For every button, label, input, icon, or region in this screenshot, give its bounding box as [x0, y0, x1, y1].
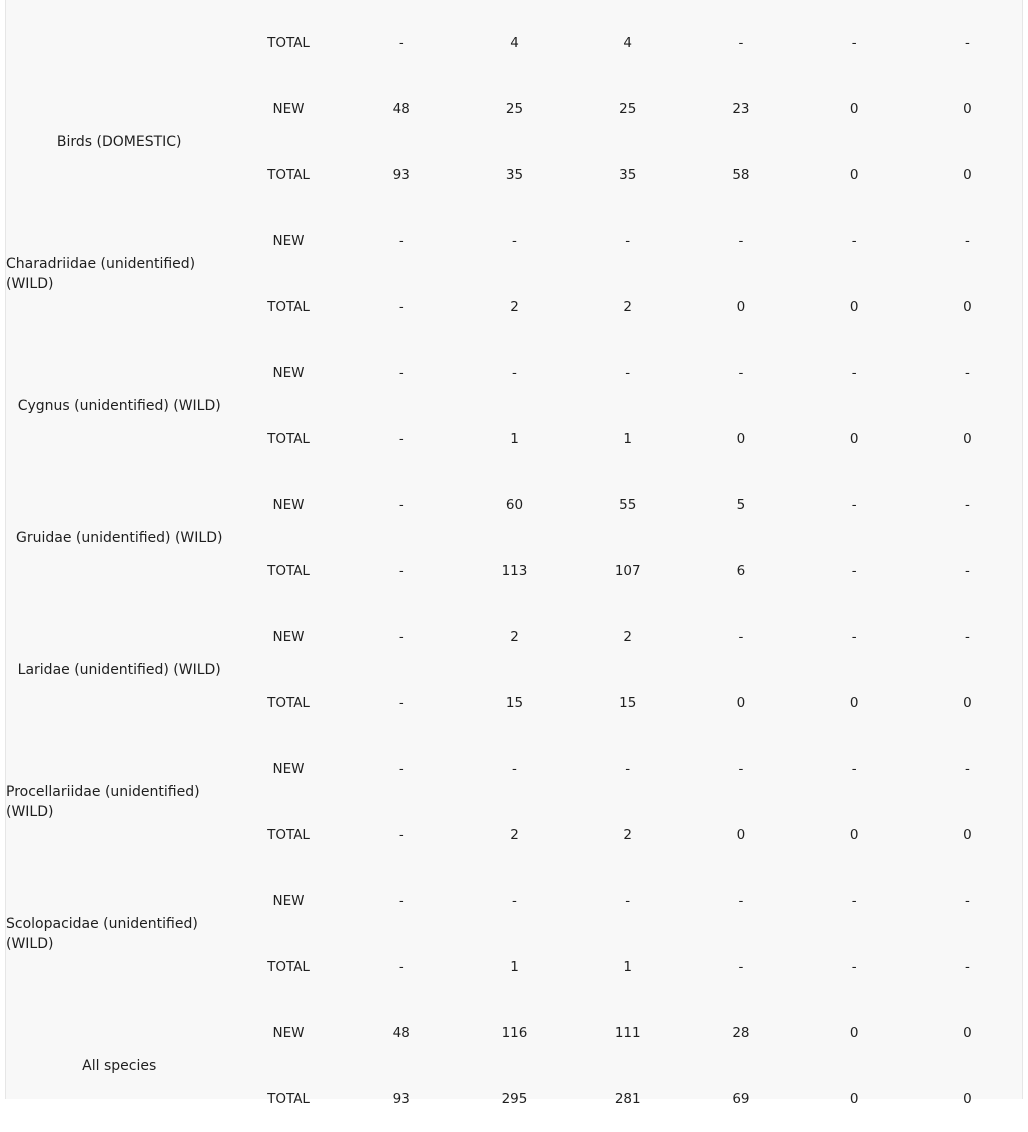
- value-cell: 60: [505, 497, 524, 513]
- row-type-cell: NEW: [272, 893, 305, 909]
- value-cell: -: [625, 233, 631, 249]
- value-cell: 0: [736, 827, 746, 843]
- table-row: [6, 340, 1024, 406]
- value-cell: -: [398, 629, 404, 645]
- value-cell: 4: [623, 35, 632, 51]
- value-cell: -: [398, 365, 404, 381]
- value-cell: 2: [623, 629, 632, 645]
- row-type-cell: NEW: [272, 365, 305, 381]
- value-cell: 0: [849, 167, 859, 183]
- value-cell: -: [738, 233, 744, 249]
- value-cell: 25: [619, 101, 637, 117]
- species-cell: All species: [82, 1058, 157, 1074]
- table-row: [6, 736, 1024, 802]
- value-cell: -: [512, 233, 517, 249]
- value-cell: 0: [963, 1091, 972, 1107]
- value-cell: 0: [963, 431, 972, 447]
- value-cell: -: [851, 233, 857, 249]
- value-cell: -: [738, 365, 744, 381]
- value-cell: -: [398, 695, 404, 711]
- value-cell: -: [964, 761, 970, 777]
- value-cell: -: [512, 893, 517, 909]
- value-cell: 113: [501, 563, 528, 579]
- value-cell: 1: [510, 959, 519, 975]
- outbreak-summary-panel: [5, 0, 1023, 1107]
- row-type-cell: TOTAL: [267, 431, 310, 447]
- table-row: [6, 604, 1024, 670]
- value-cell: 0: [849, 431, 859, 447]
- value-cell: 6: [736, 563, 746, 579]
- value-cell: 28: [732, 1025, 750, 1041]
- value-cell: 5: [736, 497, 746, 513]
- value-cell: [911, 0, 1024, 10]
- value-cell: 0: [963, 695, 972, 711]
- value-cell: 0: [736, 299, 746, 315]
- row-type-cell: TOTAL: [267, 1091, 310, 1107]
- value-cell: -: [398, 761, 404, 777]
- value-cell: 55: [619, 497, 637, 513]
- value-cell: -: [398, 563, 404, 579]
- value-cell: -: [964, 893, 970, 909]
- value-cell: [345, 0, 458, 10]
- value-cell: 0: [736, 431, 746, 447]
- value-cell: 0: [963, 827, 972, 843]
- value-cell: -: [851, 761, 857, 777]
- species-cell: [6, 0, 232, 76]
- value-cell: 0: [849, 1025, 859, 1041]
- value-cell: -: [512, 761, 517, 777]
- value-cell: 281: [614, 1091, 641, 1107]
- row-type-cell: TOTAL: [267, 959, 310, 975]
- value-cell: -: [851, 365, 857, 381]
- value-cell: [684, 0, 797, 10]
- value-cell: -: [738, 893, 744, 909]
- value-cell: [798, 0, 911, 10]
- value-cell: -: [398, 35, 404, 51]
- value-cell: -: [851, 629, 857, 645]
- value-cell: 1: [510, 431, 519, 447]
- value-cell: 111: [614, 1025, 641, 1041]
- value-cell: 0: [849, 827, 859, 843]
- value-cell: -: [738, 959, 744, 975]
- value-cell: -: [398, 431, 404, 447]
- value-cell: 35: [505, 167, 524, 183]
- value-cell: 2: [623, 299, 632, 315]
- value-cell: -: [398, 893, 404, 909]
- row-type-cell: NEW: [272, 233, 305, 249]
- table-row: [6, 208, 1024, 274]
- value-cell: 2: [510, 299, 519, 315]
- value-cell: -: [398, 827, 404, 843]
- value-cell: 295: [501, 1091, 528, 1107]
- value-cell: -: [398, 233, 404, 249]
- table-row: [6, 868, 1024, 934]
- value-cell: -: [398, 299, 404, 315]
- value-cell: 15: [505, 695, 524, 711]
- value-cell: 23: [732, 101, 750, 117]
- value-cell: 15: [619, 695, 637, 711]
- row-type-cell: [232, 0, 344, 10]
- value-cell: 93: [392, 1091, 410, 1107]
- row-type-cell: NEW: [272, 1025, 305, 1041]
- value-cell: 1: [623, 431, 632, 447]
- value-cell: 93: [392, 167, 410, 183]
- value-cell: 116: [501, 1025, 528, 1041]
- value-cell: -: [625, 365, 631, 381]
- species-cell: Gruidae (unidentified) (WILD): [15, 530, 223, 546]
- value-cell: -: [625, 893, 631, 909]
- species-cell: Scolopacidae (unidentified) (WILD): [6, 916, 198, 952]
- species-cell: Cygnus (unidentified) (WILD): [17, 398, 221, 414]
- value-cell: -: [851, 563, 857, 579]
- value-cell: 1: [623, 959, 632, 975]
- value-cell: 4: [510, 35, 519, 51]
- value-cell: 0: [736, 695, 746, 711]
- value-cell: 2: [510, 827, 519, 843]
- value-cell: 35: [619, 167, 637, 183]
- value-cell: 0: [963, 299, 972, 315]
- row-type-cell: TOTAL: [267, 563, 310, 579]
- value-cell: 0: [849, 1091, 859, 1107]
- table-row: [6, 472, 1024, 538]
- value-cell: -: [964, 497, 970, 513]
- table-row: [6, 1000, 1024, 1066]
- value-cell: -: [512, 365, 517, 381]
- value-cell: 58: [732, 167, 750, 183]
- row-type-cell: NEW: [272, 497, 305, 513]
- value-cell: -: [964, 365, 970, 381]
- species-cell: Charadriidae (unidentified) (WILD): [6, 256, 196, 292]
- value-cell: -: [738, 761, 744, 777]
- value-cell: -: [851, 893, 857, 909]
- species-cell: Procellariidae (unidentified) (WILD): [6, 784, 200, 820]
- row-type-cell: TOTAL: [267, 827, 310, 843]
- row-type-cell: TOTAL: [267, 695, 310, 711]
- value-cell: 48: [392, 101, 410, 117]
- value-cell: 2: [623, 827, 632, 843]
- value-cell: -: [625, 761, 631, 777]
- value-cell: 0: [849, 695, 859, 711]
- value-cell: -: [851, 497, 857, 513]
- value-cell: 0: [963, 1025, 972, 1041]
- value-cell: 0: [849, 299, 859, 315]
- value-cell: -: [398, 959, 404, 975]
- value-cell: -: [964, 959, 970, 975]
- species-cell: Laridae (unidentified) (WILD): [17, 662, 221, 678]
- row-type-cell: NEW: [272, 629, 305, 645]
- row-type-cell: NEW: [272, 761, 305, 777]
- value-cell: -: [964, 629, 970, 645]
- table-row: [6, 0, 1024, 10]
- value-cell: 2: [510, 629, 519, 645]
- value-cell: [571, 0, 684, 10]
- species-summary-table: [6, 0, 1024, 1132]
- value-cell: 0: [963, 101, 972, 117]
- row-type-cell: TOTAL: [267, 35, 310, 51]
- value-cell: -: [398, 497, 404, 513]
- value-cell: 0: [963, 167, 972, 183]
- value-cell: -: [964, 233, 970, 249]
- value-cell: 0: [849, 101, 859, 117]
- value-cell: 107: [614, 563, 641, 579]
- species-cell: Birds (DOMESTIC): [56, 134, 182, 150]
- row-type-cell: NEW: [272, 101, 305, 117]
- value-cell: [458, 0, 571, 10]
- value-cell: 25: [505, 101, 524, 117]
- row-type-cell: TOTAL: [267, 167, 310, 183]
- value-cell: -: [964, 35, 970, 51]
- value-cell: 48: [392, 1025, 410, 1041]
- table-row: [6, 76, 1024, 142]
- value-cell: -: [851, 959, 857, 975]
- value-cell: -: [738, 35, 744, 51]
- row-type-cell: TOTAL: [267, 299, 310, 315]
- value-cell: -: [738, 629, 744, 645]
- value-cell: 69: [732, 1091, 750, 1107]
- value-cell: -: [964, 563, 970, 579]
- value-cell: -: [851, 35, 857, 51]
